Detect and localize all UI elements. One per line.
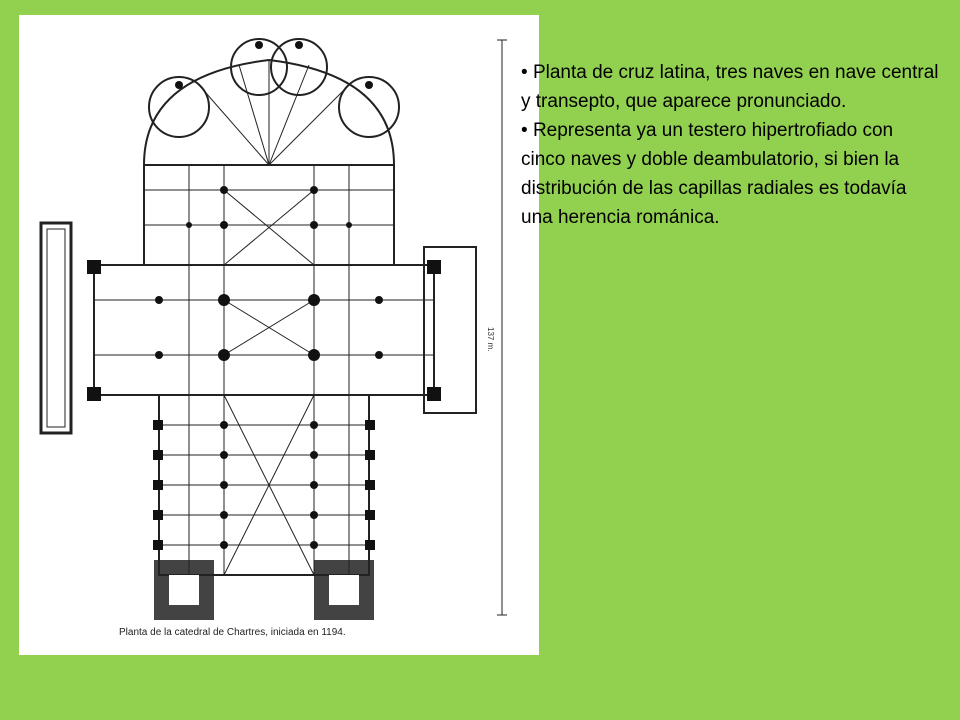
floor-plan-image — [19, 15, 539, 655]
bullet-list — [521, 58, 941, 232]
scale-label: 137 m. — [486, 327, 495, 352]
choir-outline — [144, 165, 394, 265]
bullet-text: Planta de cruz latina, tres naves en nave central y transepto, que aparece pronunciado. — [521, 62, 939, 112]
bullet-item-apse — [521, 116, 941, 232]
bullet-item-cross-plan — [521, 58, 941, 116]
bullet-marker: • — [521, 120, 528, 141]
floor-plan-caption: Planta de la catedral de Chartres, iniciada en 1194. — [119, 627, 346, 638]
bullet-text: Representa ya un testero hipertrofiado con cinco naves y doble deambulatorio, si bien la distribución de las capillas radiales es todavía una herencia románica. — [521, 120, 907, 228]
bullet-marker: • — [521, 62, 528, 83]
cathedral-plan-drawing — [19, 15, 539, 655]
transept-left-wall — [41, 223, 71, 433]
